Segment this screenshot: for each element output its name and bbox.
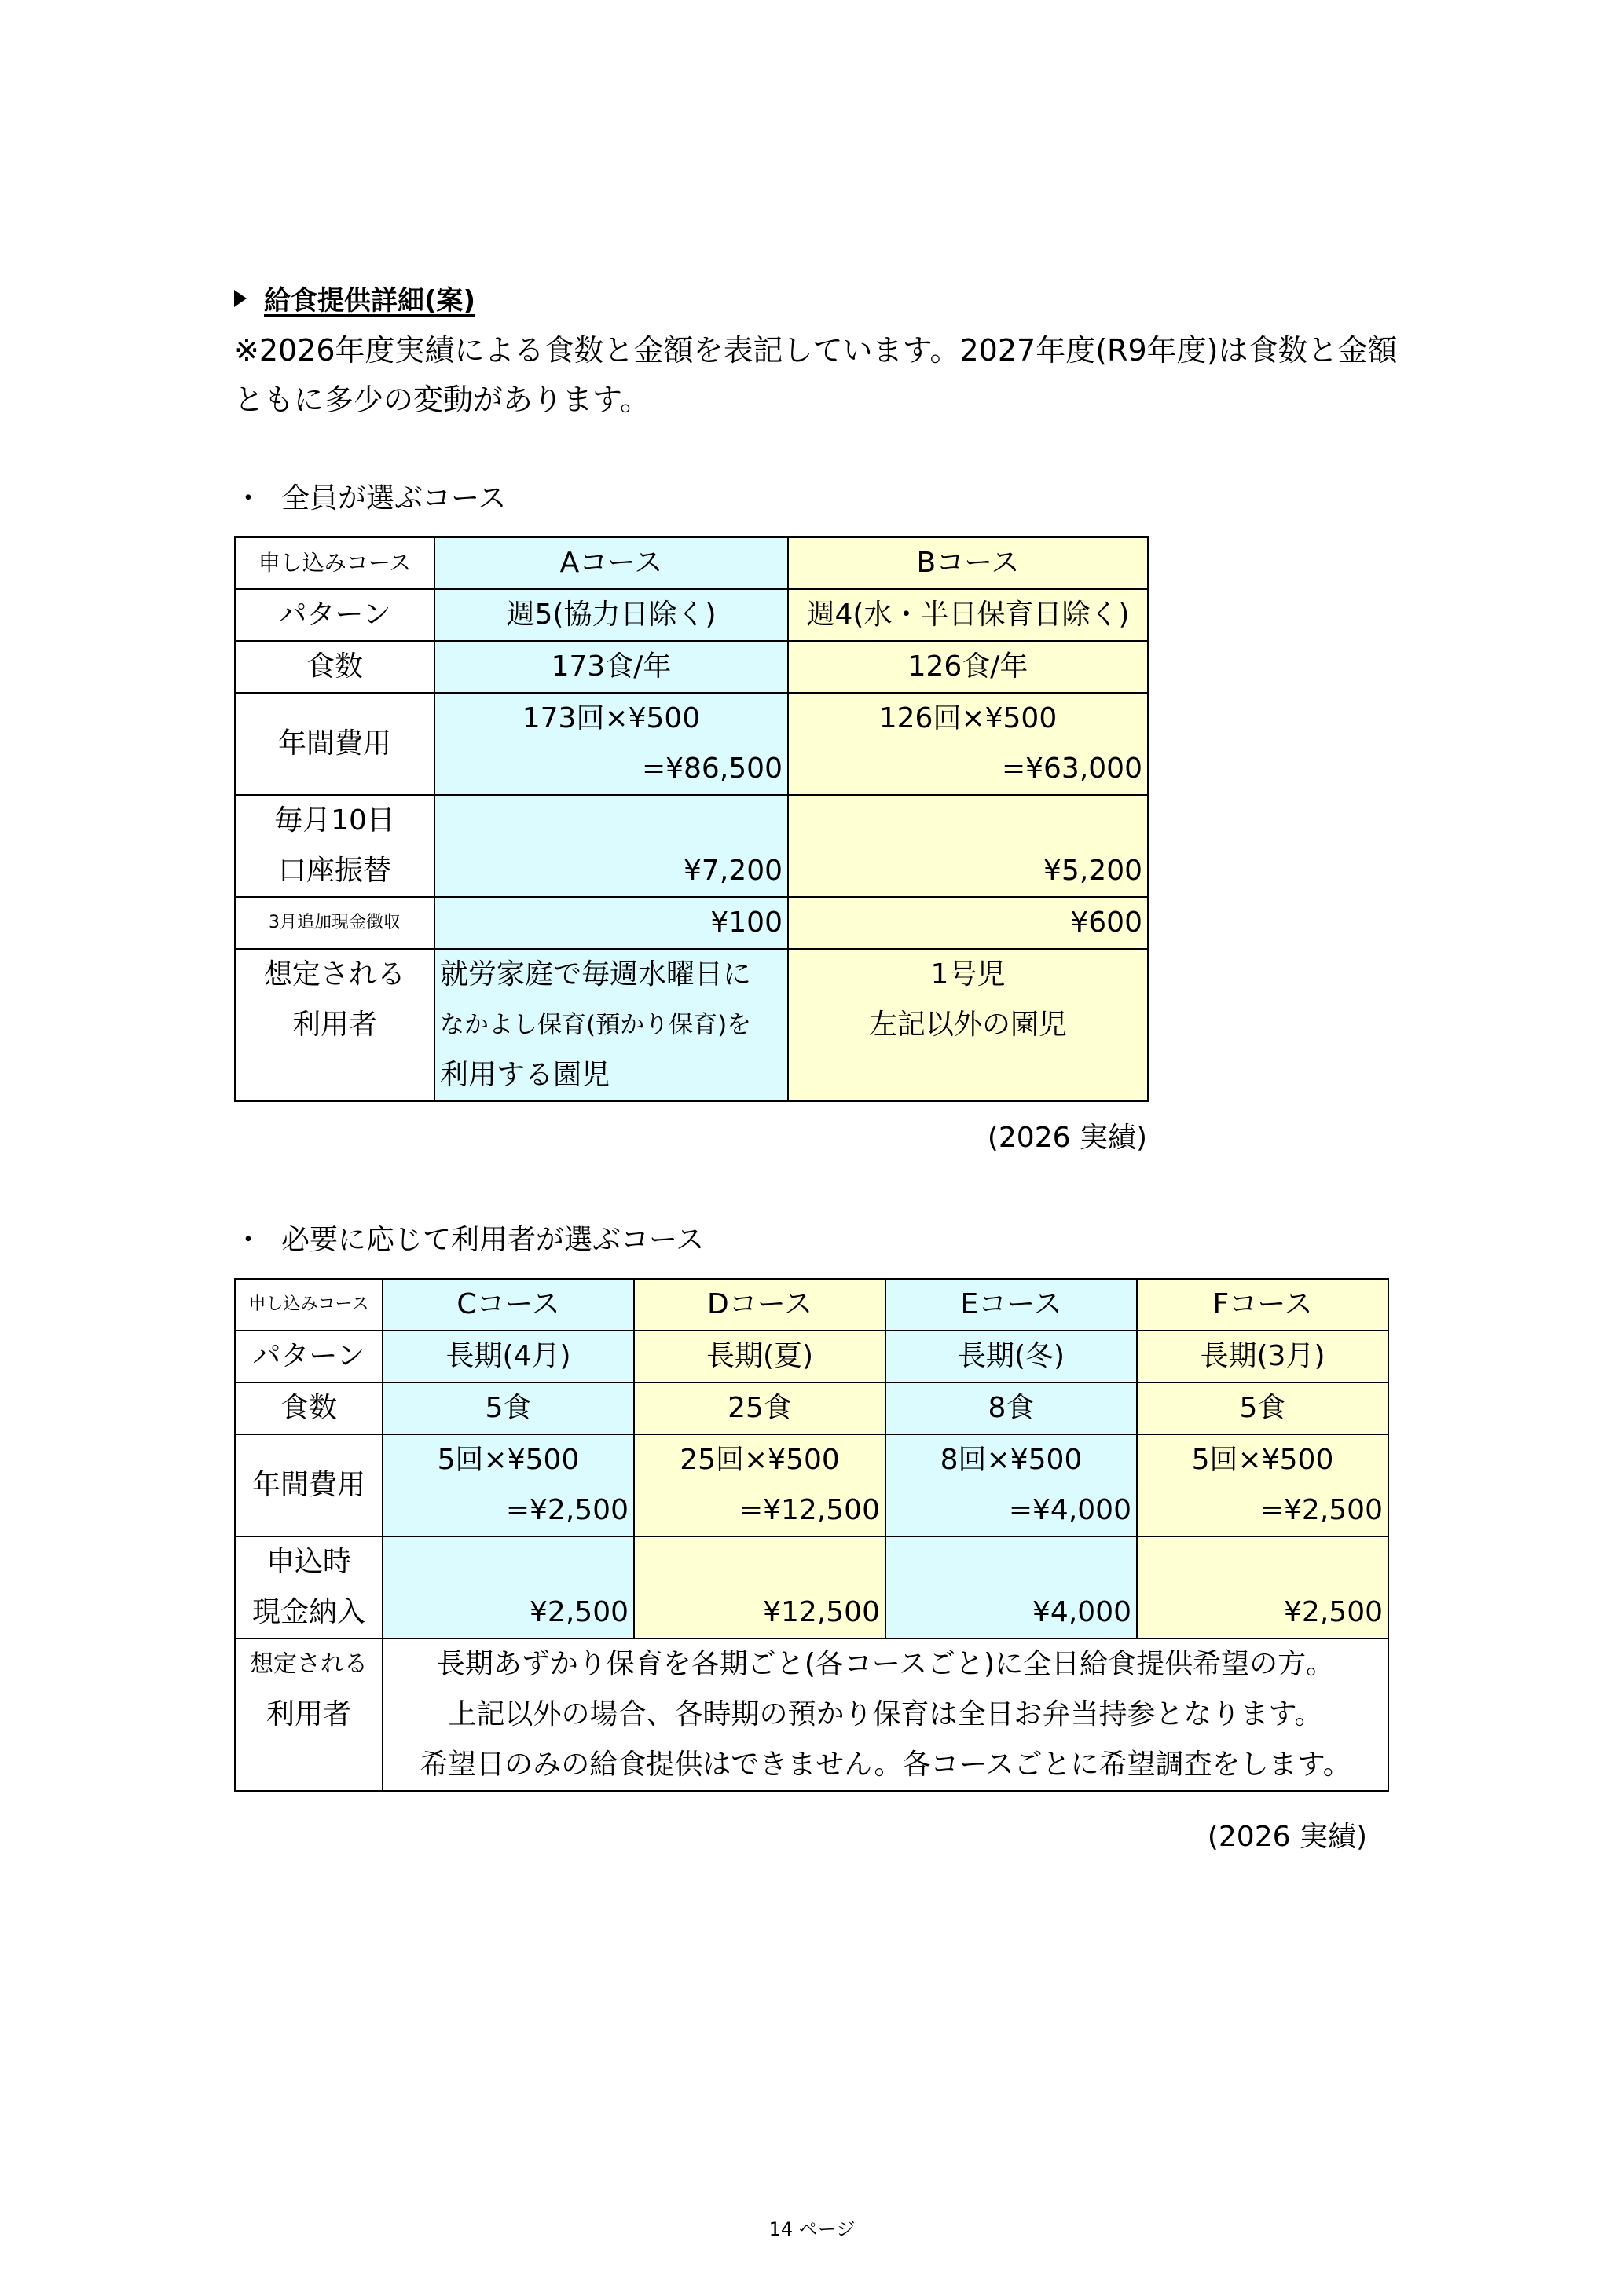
course-b-annual bbox=[788, 693, 1148, 795]
section2-title-text: 必要に応じて利用者が選ぶコース bbox=[281, 1224, 705, 1256]
row-label-apply: 申し込みコース bbox=[235, 537, 434, 589]
section-heading bbox=[234, 279, 475, 317]
users-description-2: 上記以外の場合、各時期の預かり保育は全日お弁当持参となります。 bbox=[448, 1698, 1323, 1730]
course-d-annual-total: =¥12,500 bbox=[739, 1494, 880, 1526]
course-b-monthly bbox=[788, 795, 1148, 897]
row-label-users bbox=[235, 949, 434, 1101]
course-d-cash bbox=[634, 1536, 885, 1639]
note-line-1: ※2026年度実績による食数と金額を表記しています。2027年度(R9年度)は食数と金額 bbox=[234, 333, 1398, 368]
course-c-meals: 5食 bbox=[383, 1382, 634, 1434]
course-d-meals: 25食 bbox=[634, 1382, 885, 1434]
course-b-monthly-value: ¥5,200 bbox=[1043, 855, 1142, 887]
section1-footnote: (2026 実績) bbox=[987, 1122, 1147, 1154]
row-label-march: 3月追加現金徴収 bbox=[235, 897, 434, 949]
section2-footnote: (2026 実績) bbox=[1207, 1821, 1367, 1853]
row-label-annual: 年間費用 bbox=[235, 693, 434, 795]
course-c-cash-value: ¥2,500 bbox=[530, 1596, 629, 1628]
table-row bbox=[235, 1434, 1388, 1536]
table-row bbox=[235, 641, 1148, 693]
course-c-annual bbox=[383, 1434, 634, 1536]
course-e-meals: 8食 bbox=[885, 1382, 1137, 1434]
course-a-annual bbox=[434, 693, 788, 795]
table-row bbox=[235, 897, 1148, 949]
section1-title bbox=[234, 476, 506, 516]
table-row bbox=[235, 1536, 1388, 1639]
row-label-pattern: パターン bbox=[235, 589, 434, 641]
course-e-annual-total: =¥4,000 bbox=[1008, 1494, 1131, 1526]
course-e-name: Eコース bbox=[885, 1279, 1137, 1331]
row-label-users-1: 想定される bbox=[263, 958, 405, 991]
course-b-name: Bコース bbox=[788, 537, 1148, 589]
course-b-users-1: 1号児 bbox=[930, 958, 1006, 991]
course-b-march: ¥600 bbox=[788, 897, 1148, 949]
course-c-pattern: 長期(4月) bbox=[383, 1331, 634, 1382]
row-label-transfer bbox=[235, 795, 434, 897]
course-d-name: Dコース bbox=[634, 1279, 885, 1331]
course-e-annual bbox=[885, 1434, 1137, 1536]
bullet-dot: ・ bbox=[234, 482, 263, 514]
bullet-dot: ・ bbox=[234, 1224, 263, 1256]
table-row bbox=[235, 1331, 1388, 1382]
row-label-cash bbox=[235, 1536, 383, 1639]
users-description bbox=[383, 1639, 1388, 1791]
course-f-meals: 5食 bbox=[1137, 1382, 1388, 1434]
course-f-cash bbox=[1137, 1536, 1388, 1639]
course-b-meals: 126食/年 bbox=[788, 641, 1148, 693]
course-f-name: Fコース bbox=[1137, 1279, 1388, 1331]
section2-title bbox=[234, 1218, 704, 1258]
course-e-pattern: 長期(冬) bbox=[885, 1331, 1137, 1382]
section1-title-text: 全員が選ぶコース bbox=[281, 482, 507, 514]
row-label-users-2: 利用者 bbox=[266, 1698, 351, 1730]
course-e-annual-calc: 8回×¥500 bbox=[940, 1444, 1083, 1476]
course-b-users-2: 左記以外の園児 bbox=[868, 1009, 1067, 1041]
table-optional-courses bbox=[234, 1278, 1389, 1792]
row-label-annual: 年間費用 bbox=[235, 1434, 383, 1536]
users-description-3: 希望日のみの給食提供はできません。各コースごとに希望調査をします。 bbox=[420, 1749, 1351, 1781]
course-f-pattern: 長期(3月) bbox=[1137, 1331, 1388, 1382]
course-f-annual bbox=[1137, 1434, 1388, 1536]
row-label-users-2: 利用者 bbox=[291, 1009, 377, 1041]
course-f-cash-value: ¥2,500 bbox=[1284, 1596, 1383, 1628]
course-e-cash-value: ¥4,000 bbox=[1032, 1596, 1131, 1628]
course-f-annual-calc: 5回×¥500 bbox=[1191, 1444, 1334, 1476]
course-a-users-1: 就労家庭で毎週水曜日に bbox=[440, 958, 752, 991]
course-b-pattern: 週4(水・半日保育日除く) bbox=[788, 589, 1148, 641]
table-row bbox=[235, 537, 1148, 589]
course-a-pattern: 週5(協力日除く) bbox=[434, 589, 788, 641]
course-a-users bbox=[434, 949, 788, 1101]
course-a-name: Aコース bbox=[434, 537, 788, 589]
course-c-annual-total: =¥2,500 bbox=[505, 1494, 629, 1526]
course-a-monthly-value: ¥7,200 bbox=[684, 855, 783, 887]
row-label-transfer-1: 毎月10日 bbox=[274, 804, 395, 837]
table-row bbox=[235, 693, 1148, 795]
row-label-cash-2: 現金納入 bbox=[251, 1596, 365, 1628]
row-label-meals: 食数 bbox=[235, 1382, 383, 1434]
heading-text: 給食提供詳細(案) bbox=[264, 285, 476, 317]
triangle-bullet-icon bbox=[234, 290, 247, 307]
course-a-users-3: 利用する園児 bbox=[440, 1059, 610, 1091]
course-a-march: ¥100 bbox=[434, 897, 788, 949]
row-label-apply: 申し込みコース bbox=[235, 1279, 383, 1331]
course-f-annual-total: =¥2,500 bbox=[1259, 1494, 1383, 1526]
course-c-annual-calc: 5回×¥500 bbox=[437, 1444, 580, 1476]
course-d-annual-calc: 25回×¥500 bbox=[680, 1444, 840, 1476]
course-d-pattern: 長期(夏) bbox=[634, 1331, 885, 1382]
course-b-users bbox=[788, 949, 1148, 1101]
page-number: 14 ページ bbox=[768, 2218, 856, 2240]
course-a-meals: 173食/年 bbox=[434, 641, 788, 693]
row-label-meals: 食数 bbox=[235, 641, 434, 693]
course-a-monthly bbox=[434, 795, 788, 897]
row-label-users-1: 想定される bbox=[250, 1650, 368, 1678]
course-a-annual-calc: 173回×¥500 bbox=[522, 702, 701, 734]
course-c-name: Cコース bbox=[383, 1279, 634, 1331]
course-b-annual-calc: 126回×¥500 bbox=[878, 702, 1058, 734]
course-a-users-2: なかよし保育(預かり保育)を bbox=[440, 1011, 752, 1039]
table-row bbox=[235, 1279, 1388, 1331]
row-label-users bbox=[235, 1639, 383, 1791]
row-label-pattern: パターン bbox=[235, 1331, 383, 1382]
table-row bbox=[235, 795, 1148, 897]
table-row bbox=[235, 1639, 1388, 1791]
row-label-transfer-2: 口座振替 bbox=[277, 855, 391, 887]
course-c-cash bbox=[383, 1536, 634, 1639]
table-row bbox=[235, 589, 1148, 641]
table-row bbox=[235, 1382, 1388, 1434]
users-description-1: 長期あずかり保育を各期ごと(各コースごと)に全日給食提供希望の方。 bbox=[436, 1648, 1335, 1680]
course-b-annual-total: =¥63,000 bbox=[1001, 753, 1142, 785]
course-d-annual bbox=[634, 1434, 885, 1536]
course-e-cash bbox=[885, 1536, 1137, 1639]
table-row bbox=[235, 949, 1148, 1101]
table-all-courses bbox=[234, 536, 1149, 1102]
course-a-annual-total: =¥86,500 bbox=[641, 753, 783, 785]
note-line-2: ともに多少の変動があります。 bbox=[234, 383, 650, 417]
course-d-cash-value: ¥12,500 bbox=[763, 1596, 880, 1628]
row-label-cash-1: 申込時 bbox=[266, 1546, 351, 1578]
